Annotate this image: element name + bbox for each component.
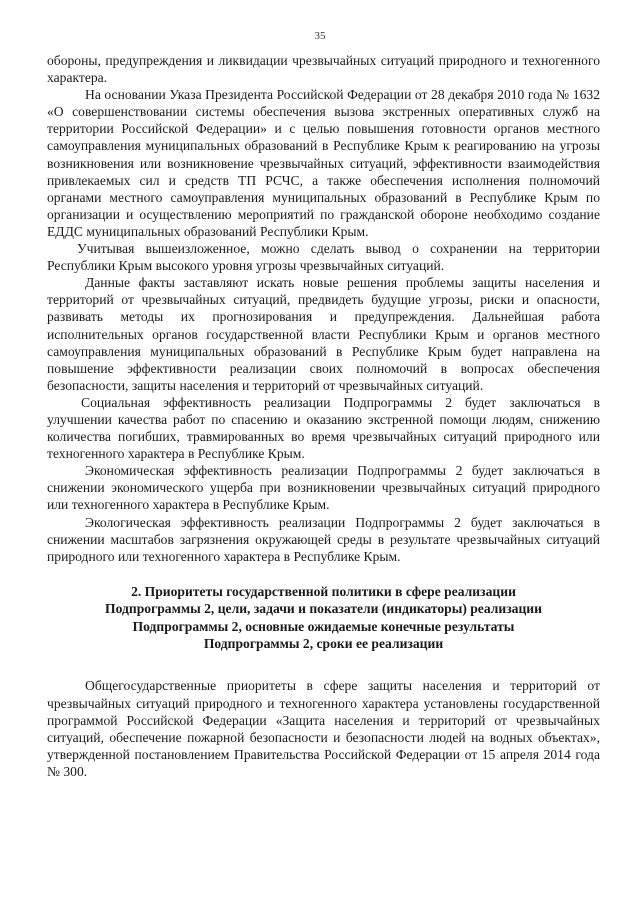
document-body bbox=[47, 52, 600, 780]
page-number: 35 bbox=[314, 30, 326, 42]
section-heading-line-4: Подпрограммы 2, сроки ее реализации bbox=[203, 636, 444, 652]
paragraph-economic-efficiency: Экономическая эффективность реализации Подпрограммы 2 будет заключаться в снижении экономического ущерба при возникновении чрезвычайных ситуаций природного или техногенного характера в Республике Крым. bbox=[47, 463, 600, 513]
section-heading-line-2: Подпрограммы 2, цели, задачи и показатели (индикаторы) реализации bbox=[105, 601, 542, 617]
section-heading-line-3: Подпрограммы 2, основные ожидаемые конечные результаты bbox=[132, 618, 515, 634]
paragraph-social-efficiency: Социальная эффективность реализации Подпрограммы 2 будет заключаться в улучшении качества работ по спасению и оказанию экстренной помощи людям, снижению количества погибших, травмированных во время чрезвычайных ситуаций природного или техногенного характера в Республике Крым. bbox=[47, 394, 600, 462]
paragraph-continuation: обороны, предупреждения и ликвидации чрезвычайных ситуаций природного и техногенного характера. bbox=[47, 53, 600, 86]
paragraph-new-solutions: Данные факты заставляют искать новые решения проблемы защиты населения и территорий от чрезвычайных ситуаций, предвидеть будущие угрозы, риски и опасности, развивать методы их прогнозирования и предупреждения. Дальнейшая работа исполнительных органов государственной власти Республики Крым и органов местного самоуправления муниципальных образований в Республике Крым будет направлена на повышение эффективности реализации своих полномочий в вопросах обеспечения безопасности, защиты населения и территорий от чрезвычайных ситуаций. bbox=[47, 275, 600, 393]
paragraph-decree-basis: На основании Указа Президента Российской Федерации от 28 декабря 2010 года № 1632 «О совершенствовании системы обеспечения вызова экстренных оперативных служб на территории Российской Федерации» и с целью повышения готовности органов местного самоуправления муниципальных образований в Республике Крым к реагированию на угрозы возникновения или возникновение чрезвычайных ситуаций, эффективности взаимодействия привлекаемых сил и средств ТП РСЧС, а также обеспечения исполнения полномочий органами местного самоуправления муниципальных образований в Республике Крым по организации и осуществлению мероприятий по гражданской обороне необходимо создание ЕДДС муниципальных образований Республики Крым. bbox=[47, 87, 600, 239]
paragraph-conclusion: Учитывая вышеизложенное, можно сделать вывод о сохранении на территории Республики Крым высокого уровня угрозы чрезвычайных ситуаций. bbox=[47, 241, 600, 274]
section-heading-line-1: 2. Приоритеты государственной политики в сфере реализации bbox=[131, 583, 516, 599]
paragraph-national-priorities: Общегосударственные приоритеты в сфере защиты населения и территорий от чрезвычайных ситуаций природного и техногенного характера установлены государственной программой Российской Федерации «Защита населения и территорий от чрезвычайных ситуаций, обеспечение пожарной безопасности и безопасности людей на водных объектах», утвержденной постановлением Правительства Российской Федерации от 15 апреля 2014 года № 300. bbox=[47, 678, 600, 779]
section-heading bbox=[47, 583, 600, 653]
paragraph-ecological-efficiency: Экологическая эффективность реализации Подпрограммы 2 будет заключаться в снижении масштабов загрязнения окружающей среды в результате чрезвычайных ситуаций природного или техногенного характера в Республике Крым. bbox=[47, 514, 600, 564]
